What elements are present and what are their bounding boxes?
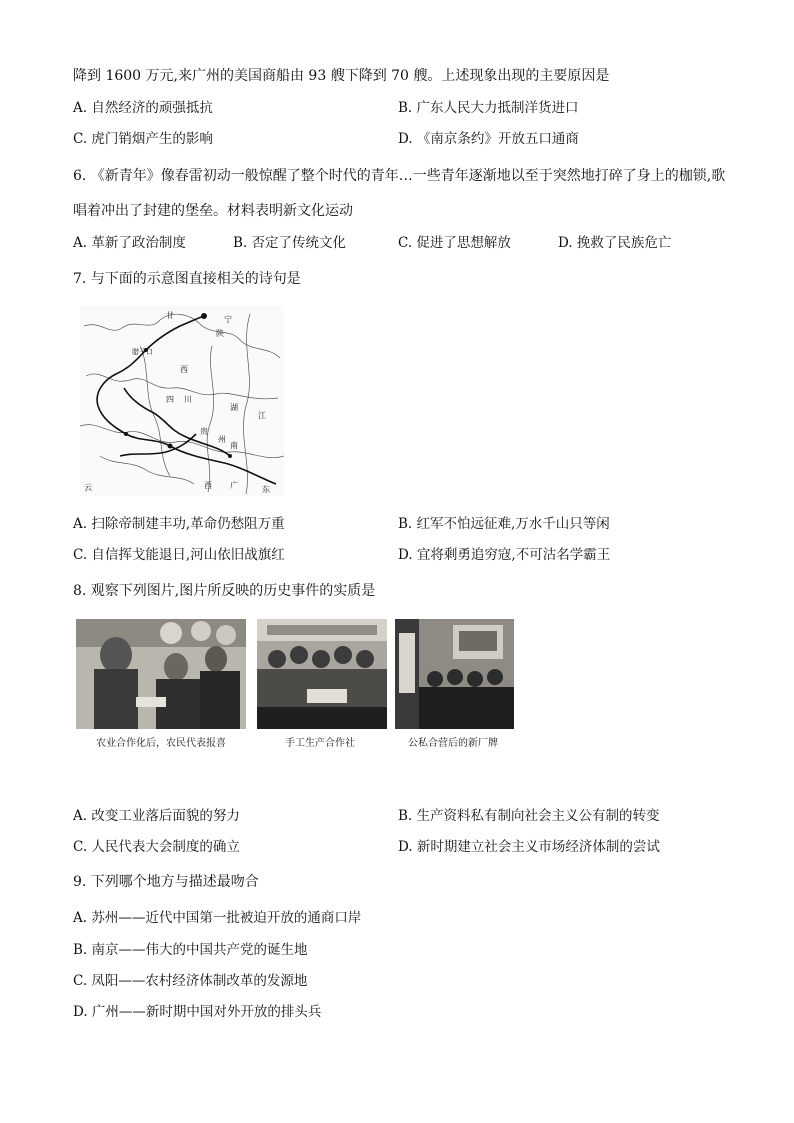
q8-option-d: D. 新时期建立社会主义市场经济体制的尝试 — [398, 839, 660, 855]
map-label-lazikou: 腊子口 — [132, 348, 153, 356]
q7-option-b: B. 红军不怕远征难,万水千山只等闲 — [398, 516, 610, 532]
caption-handicraft-coop: 手工生产合作社 — [285, 738, 355, 749]
q7-option-d: D. 宜将剩勇追穷寇,不可沽名学霸王 — [398, 547, 611, 563]
map-label-chuan: 川 — [184, 395, 192, 404]
photo-farmers-report — [76, 619, 246, 729]
map-label-xi: 西 — [180, 365, 188, 374]
long-march-map — [80, 306, 284, 496]
map-label-xi2: 西 — [204, 481, 212, 490]
map-label-hu: 湖 — [230, 403, 238, 412]
q5-option-c: C. 虎门销烟产生的影响 — [73, 131, 213, 147]
q6-stem-line2: 唱着冲出了封建的堡垒。材料表明新文化运动 — [73, 203, 353, 219]
map-label-shan: 陕 — [216, 329, 224, 338]
q8-stem: 8. 观察下列图片,图片所反映的历史事件的实质是 — [73, 583, 376, 599]
map-label-gan: 甘 — [166, 311, 174, 320]
q9-option-b: B. 南京——伟大的中国共产党的诞生地 — [73, 942, 308, 958]
photo-joint-venture-sign — [395, 619, 514, 729]
caption-farmers-report: 农业合作化后，农民代表报喜 — [96, 738, 226, 749]
map-label-gui: 贵 — [200, 427, 208, 436]
map-label-jiang: 江 — [258, 411, 266, 420]
q6-option-d: D. 挽救了民族危亡 — [558, 235, 672, 251]
caption-joint-venture-sign: 公私合营后的新厂牌 — [408, 738, 498, 749]
map-label-ning: 宁 — [224, 315, 232, 324]
q9-option-a: A. 苏州——近代中国第一批被迫开放的通商口岸 — [73, 910, 362, 926]
map-label-dong: 东 — [262, 485, 270, 494]
q6-option-a: A. 革新了政治制度 — [73, 235, 186, 251]
map-label-guang: 广 — [230, 481, 238, 490]
q7-option-c: C. 自信挥戈能退日,河山依旧战旗红 — [73, 547, 285, 563]
q9-stem: 9. 下列哪个地方与描述最吻合 — [73, 874, 259, 890]
q6-option-c: C. 促进了思想解放 — [398, 235, 511, 251]
photo-handicraft-coop — [257, 619, 387, 729]
q7-stem: 7. 与下面的示意图直接相关的诗句是 — [73, 271, 301, 287]
q5-option-b: B. 广东人民大力抵制洋货进口 — [398, 100, 579, 116]
q8-option-b: B. 生产资料私有制向社会主义公有制的转变 — [398, 808, 660, 824]
q5-option-a: A. 自然经济的顽强抵抗 — [73, 100, 213, 116]
map-label-yun: 云 — [84, 483, 92, 492]
q5-option-d: D. 《南京条约》开放五口通商 — [398, 131, 579, 147]
q6-option-b: B. 否定了传统文化 — [233, 235, 347, 251]
q9-option-c: C. 凤阳——农村经济体制改革的发源地 — [73, 973, 308, 989]
q8-option-c: C. 人民代表大会制度的确立 — [73, 839, 240, 855]
q6-stem-line1: 6. 《新青年》像春雷初动一般惊醒了整个时代的青年…一些青年逐渐地以至于突然地打碎了身上的枷锁,歌 — [73, 168, 726, 184]
q7-option-a: A. 扫除帝制建丰功,革命仍愁阻万重 — [73, 516, 285, 532]
map-label-zhou: 州 — [218, 435, 226, 444]
map-label-nan: 南 — [230, 441, 238, 450]
q8-option-a: A. 改变工业落后面貌的努力 — [73, 808, 240, 824]
q5-stem: 降到 1600 万元,来广州的美国商船由 93 艘下降到 70 艘。上述现象出现的主要原因是 — [73, 68, 610, 84]
map-label-si: 四 — [166, 395, 174, 404]
q9-option-d: D. 广州——新时期中国对外开放的排头兵 — [73, 1004, 322, 1020]
